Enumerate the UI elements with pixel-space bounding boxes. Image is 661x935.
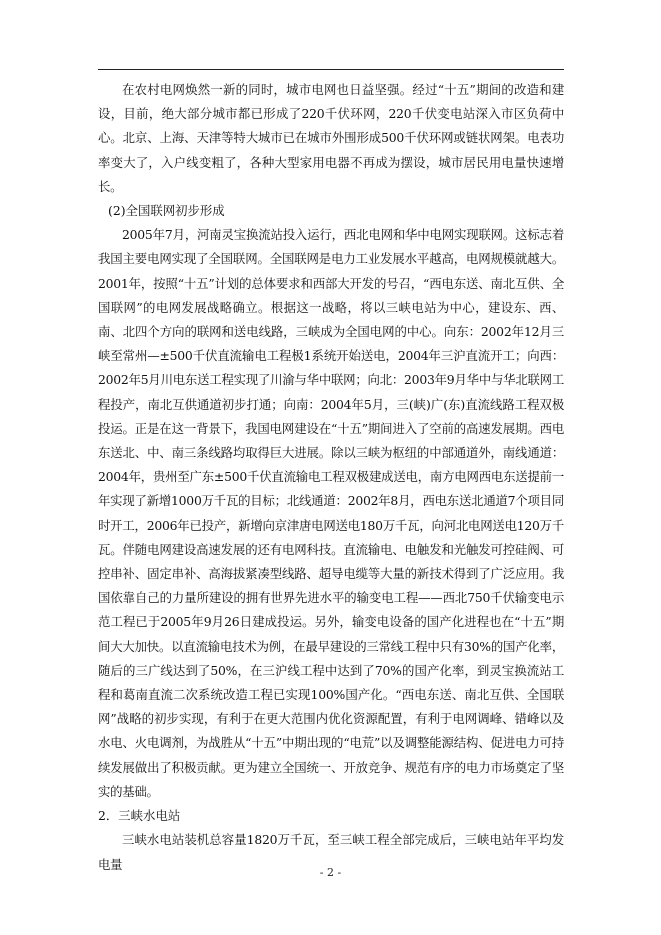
section-heading-three-gorges: 2．三峡水电站 — [98, 808, 181, 824]
subheading-national-grid: (2)全国联网初步形成 — [108, 203, 225, 219]
document-body — [98, 78, 564, 877]
paragraph-three-gorges: 三峡水电站装机总容量1820万千瓦，至三峡工程全部完成后，三峡电站年平均发电量 — [98, 832, 564, 872]
paragraph-national-grid: 2005年7月，河南灵宝换流站投入运行，西北电网和华中电网实现联网。这标志着我国主要电网实现了全国联网。全国联网是电力工业发展水平越高，电网规模就越大。2001年，按照“十五”计划的总体要求和西部大开发的号召，“西电东送、南北互供、全国联网”的电网发展战略确立。根据这一战略，将以三峡电站为中心，建设东、西、南、北四个方向的联网和送电线路，三峡成为全国电网的中心。向东：2002年12月三峡至常州—±500千伏直流输电工程极1系统开始送电，2004年三沪直流开工；向西：2002年5月川电东送工程实现了川渝与华中联网；向北：2003年9月华中与华北联网工程投产，南北互供通道初步打通；向南：2004年5月，三(峡)广(东)直流线路工程双极投运。正是在这一背景下，我国电网建设在“十五”期间进入了空前的高速发展期。西电东送北、中、南三条线路均取得巨大进展。除以三峡为枢纽的中部通道外，南线通道：2004年，贵州至广东±500千伏直流输电工程双极建成送电，南方电网西电东送提前一年实现了新增1000万千瓦的目标；北线通道：2002年8月，西电东送北通道7个项目同时开工，2006年已投产，新增向京津唐电网送电180万千瓦，向河北电网送电120万千瓦。伴随电网建设高速发展的还有电网科技。直流输电、电触发和光触发可控硅阀、可控串补、固定串补、高海拔紧凑型线路、超导电缆等大量的新技术得到了广泛应用。我国依靠自己的力量所建设的拥有世界先进水平的输变电工程——西北750千伏输变电示范工程已于2005年9月26日建成投运。另外，输变电设备的国产化进程也在“十五”期间大大加快。以直流输电技术为例，在最早建设的三常线工程中只有30%的国产化率，随后的三广线达到了50%，在三沪线工程中达到了70%的国产化率，到灵宝换流站工程和葛南直流二次系统改造工程已实现100%国产化。“西电东送、南北互供、全国联网”战略的初步实现，有利于在更大范围内优化资源配置，有利于电网调峰、错峰以及水电、火电调剂，为战胜从“十五”中期出现的“电荒”以及调整能源结构、促进电力可持续发展做出了积极贡献。更为建立全国统一、开放竞争、规范有序的电力市场奠定了坚实的基础。 — [98, 227, 564, 799]
page-number: - 2 - — [319, 866, 342, 879]
header-rule — [98, 69, 564, 70]
paragraph-urban-grid: 在农村电网焕然一新的同时，城市电网也日益坚强。经过“十五”期间的改造和建设，目前，绝大部分城市都已形成了220千伏环网，220千伏变电站深入市区负荷中心。北京、上海、天津等特大城市已在城市外围形成500千伏环网或链状网架。电表功率变大了，入户线变粗了，各种大型家用电器不再成为摆设，城市居民用电量快速增长。 — [98, 82, 564, 194]
